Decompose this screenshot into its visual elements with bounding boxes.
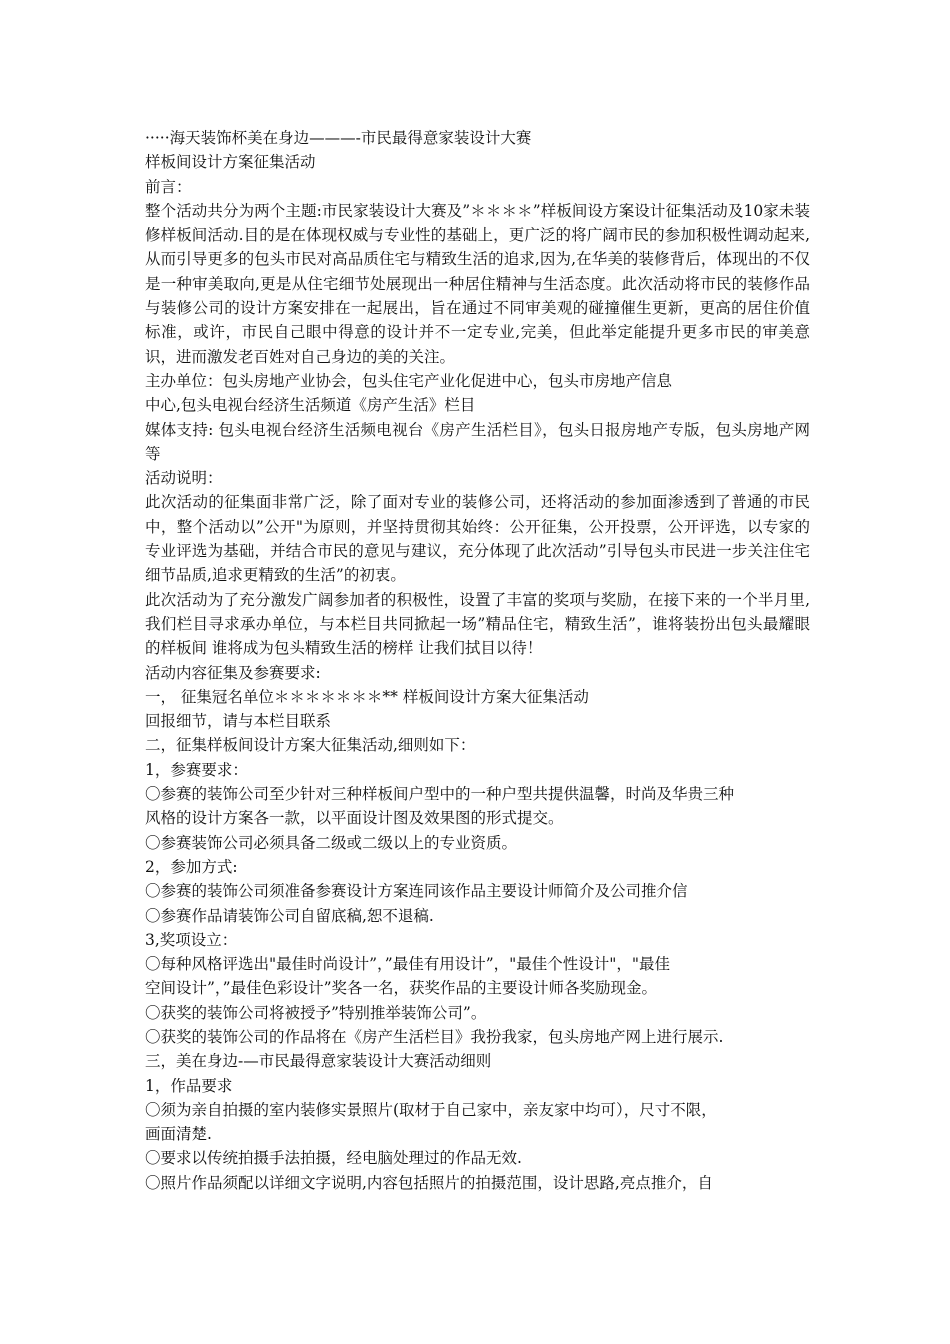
text-line: 〇获奖的装饰公司的作品将在《房产生活栏目》我扮我家，包头房地产网上进行展示.	[145, 1027, 724, 1046]
media-support-paragraph: 媒体支持: 包头电视台经济生活频电视台《房产生活栏目》，包头日报房地产专版，包头房地产网等	[145, 420, 810, 463]
text-line: 风格的设计方案各一款，以平面设计图及效果图的形式提交。	[145, 809, 564, 828]
organizer-line: 中心,包头电视台经济生活频道《房产生活》栏目	[145, 396, 476, 415]
text-line: 画面清楚.	[145, 1125, 212, 1144]
text-line: 〇参赛作品请装饰公司自留底稿,恕不退稿.	[145, 906, 434, 925]
text-line: 〇须为亲自拍摄的室内装修实景照片(取材于自己家中，亲友家中均可），尺寸不限，	[145, 1100, 717, 1119]
text-line: 〇参赛的装饰公司至少针对三种样板间户型中的一种户型共提供温馨，时尚及华贵三种	[145, 785, 735, 804]
text-line: 三，美在身边-—市民最得意家装设计大赛活动细则	[145, 1052, 492, 1071]
document-body	[145, 126, 810, 1195]
text-line: 回报细节，请与本栏目联系	[145, 712, 332, 731]
activity-paragraph: 此次活动的征集面非常广泛，除了面对专业的装修公司，还将活动的参加面渗透到了普通的市民中，整个活动以”公开"为原则，并坚持贯彻其始终：公开征集，公开投票，公开评选，以专家的专业评选为基础，并结合市民的意见与建议，充分体现了此次活动”引导包头市民进一步关注住宅细节品质,追求更精致的生活”的初衷。	[145, 493, 810, 585]
text-line: 〇照片作品须配以详细文字说明,内容包括照片的拍摄范围，设计思路,亮点推介，自	[145, 1173, 713, 1192]
text-line: 1，作品要求	[145, 1076, 233, 1095]
text-line: 1，参赛要求：	[145, 760, 248, 779]
preface-heading: 前言：	[145, 177, 192, 196]
event-subtitle: 样板间设计方案征集活动	[145, 153, 316, 172]
text-line: 空间设计”，”最佳色彩设计”奖各一名，获奖作品的主要设计师各奖励现金。	[145, 979, 658, 998]
preface-paragraph: 整个活动共分为两个主题:市民家装设计大赛及”＊＊＊＊”样板间设方案设计征集活动及10家未装修样板间活动.目的是在体现权威与专业性的基础上，更广泛的将广阔市民的参加积极性调动起来,从而引导更多的包头市民对高品质住宅与精致生活的追求,因为,在华美的装修背后，体现出的不仅是一种审美取向,更是从住宅细节处展现出一种居住精神与生活态度。此次活动将市民的装修作品与装修公司的设计方案安排在一起展出，旨在通过不同审美观的碰撞催生更新，更高的居住价值标准，或许，市民自己眼中得意的设计并不一定专业,完美，但此举定能提升更多市民的审美意识，进而激发老百姓对自己身边的美的关注。	[145, 201, 810, 366]
text-line: 一， 征集冠名单位＊＊＊＊＊＊＊** 样板间设计方案大征集活动	[145, 687, 589, 706]
text-line: 〇获奖的装饰公司将被授予”特别推举装饰公司”。	[145, 1003, 487, 1022]
event-title-line: ·····海天装饰杯美在身边———-市民最得意家装设计大赛	[145, 129, 532, 147]
activity-paragraph: 此次活动为了充分激发广阔参加者的积极性，设置了丰富的奖项与奖励，在接下来的一个半月里,我们栏目寻求承办单位，与本栏目共同掀起一场”精品住宅，精致生活”，谁将装扮出包头最耀眼的样板间 谁将成为包头精致生活的榜样 让我们拭目以待！	[145, 590, 810, 658]
activity-heading: 活动说明：	[145, 469, 223, 488]
text-line: 二，征集样板间设计方案大征集活动,细则如下：	[145, 736, 476, 755]
text-line: 〇参赛装饰公司必须具备二级或二级以上的专业资质。	[145, 833, 518, 852]
text-line: 活动内容征集及参赛要求:	[145, 663, 321, 682]
text-line: 〇每种风格评选出"最佳时尚设计”，”最佳有用设计”，"最佳个性设计"，"最佳	[145, 955, 671, 974]
organizer-line: 主办单位：包头房地产业协会，包头住宅产业化促进中心，包头市房地产信息	[145, 371, 673, 390]
text-line: 3,奖项设立：	[145, 930, 238, 949]
text-line: 〇参赛的装饰公司须准备参赛设计方案连同该作品主要设计师简介及公司推介信	[145, 882, 688, 901]
text-line: 2，参加方式:	[145, 857, 238, 876]
text-line: 〇要求以传统拍摄手法拍摄，经电脑处理过的作品无效.	[145, 1149, 522, 1168]
